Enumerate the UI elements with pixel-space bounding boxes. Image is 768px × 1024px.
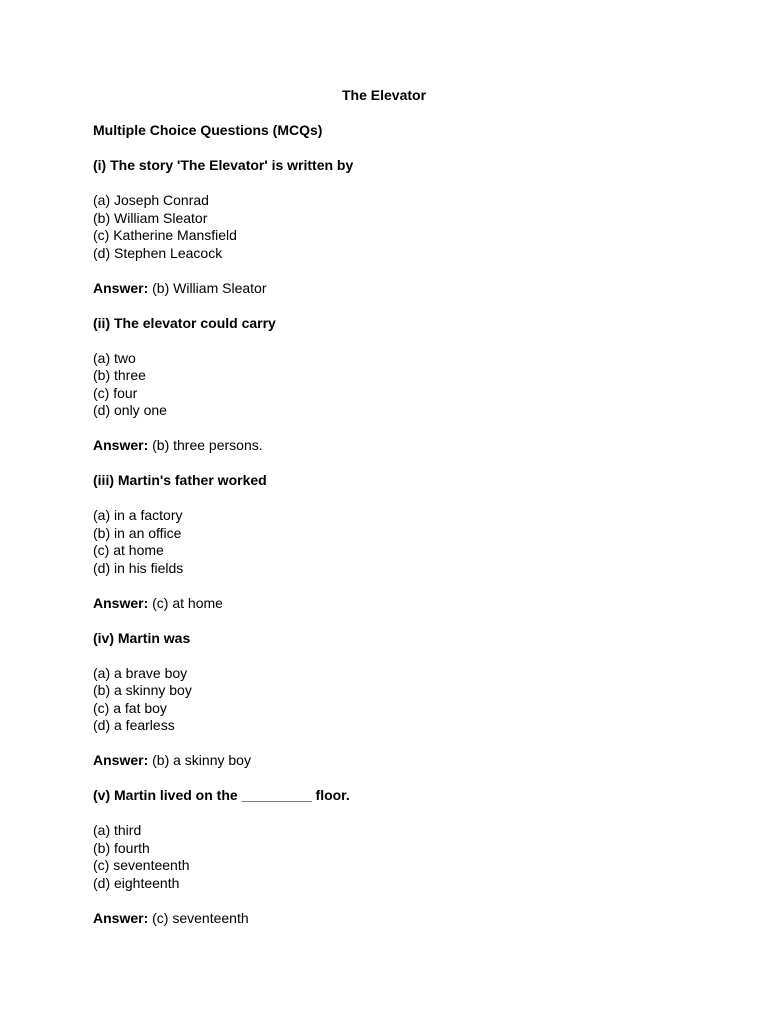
question-block bbox=[93, 157, 713, 297]
answer-line bbox=[93, 752, 713, 770]
answer-text: (b) William Sleator bbox=[152, 279, 267, 296]
option-c: (c) Katherine Mansfield bbox=[93, 227, 237, 243]
question-block bbox=[93, 787, 713, 927]
option-a: (a) third bbox=[93, 822, 142, 838]
section-heading: Multiple Choice Questions (MCQs) bbox=[93, 122, 323, 138]
answer-text: (b) a skinny boy bbox=[152, 752, 251, 768]
answer-text: (c) at home bbox=[152, 594, 223, 611]
question-block bbox=[93, 472, 713, 612]
question-block bbox=[93, 630, 713, 770]
answer-line bbox=[93, 280, 713, 298]
document-content bbox=[93, 122, 713, 945]
answer-label: Answer: bbox=[93, 279, 149, 296]
answer-label: Answer: bbox=[93, 752, 149, 768]
document-title: The Elevator bbox=[341, 87, 427, 103]
question-block bbox=[93, 315, 713, 455]
option-b: (b) a skinny boy bbox=[93, 682, 192, 698]
option-d: (d) a fearless bbox=[93, 717, 175, 733]
option-d: (d) Stephen Leacock bbox=[93, 244, 223, 261]
options-list bbox=[93, 822, 713, 892]
option-b: (b) William Sleator bbox=[93, 209, 208, 226]
question-text: (iv) Martin was bbox=[93, 629, 191, 646]
option-b: (b) in an office bbox=[93, 524, 182, 541]
question-text: (ii) The elevator could carry bbox=[93, 314, 276, 331]
option-a: (a) a brave boy bbox=[93, 664, 188, 681]
answer-line bbox=[93, 910, 713, 928]
option-c: (c) seventeenth bbox=[93, 857, 190, 873]
question-text: (i) The story 'The Elevator' is written by bbox=[93, 157, 354, 173]
option-a: (a) two bbox=[93, 349, 136, 366]
option-b: (b) three bbox=[93, 367, 146, 383]
question-text: (iii) Martin's father worked bbox=[93, 472, 267, 488]
options-list bbox=[93, 507, 713, 577]
option-d: (d) eighteenth bbox=[93, 874, 180, 891]
option-c: (c) four bbox=[93, 384, 138, 401]
answer-line bbox=[93, 595, 713, 613]
answer-label: Answer: bbox=[93, 909, 149, 926]
option-d: (d) in his fields bbox=[93, 559, 184, 576]
option-a: (a) Joseph Conrad bbox=[93, 192, 209, 208]
answer-label: Answer: bbox=[93, 594, 149, 611]
option-b: (b) fourth bbox=[93, 839, 150, 856]
option-a: (a) in a factory bbox=[93, 507, 183, 523]
options-list bbox=[93, 350, 713, 420]
answer-label: Answer: bbox=[93, 437, 149, 453]
option-d: (d) only one bbox=[93, 402, 167, 418]
option-c: (c) at home bbox=[93, 542, 164, 558]
question-text: (v) Martin lived on the _________ floor. bbox=[93, 787, 350, 803]
answer-text: (b) three persons. bbox=[152, 437, 263, 453]
answer-line bbox=[93, 437, 713, 455]
option-c: (c) a fat boy bbox=[93, 699, 167, 716]
answer-text: (c) seventeenth bbox=[152, 909, 249, 926]
options-list bbox=[93, 665, 713, 735]
options-list bbox=[93, 192, 713, 262]
